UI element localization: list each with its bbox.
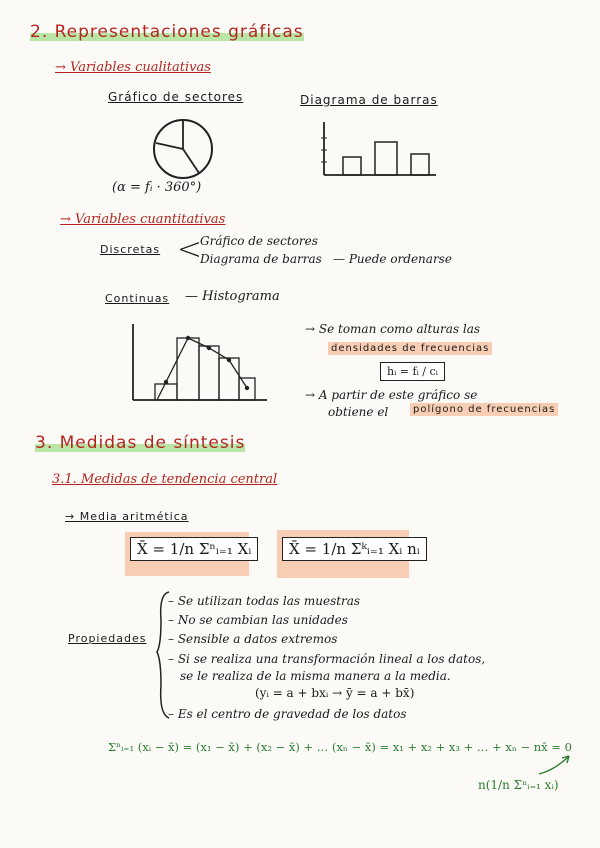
bar-chart-title: Diagrama de barras (300, 93, 438, 107)
property-4c: (yᵢ = a + bxᵢ → ȳ = a + bx̄) (255, 686, 415, 700)
polygon-highlight: polígono de frecuencias (410, 403, 558, 416)
discrete-label: Discretas (100, 243, 161, 256)
section-3-title: 3. Medidas de síntesis (35, 433, 246, 453)
property-2: – No se cambian las unidades (168, 613, 348, 627)
histogram-note-obtain: obtiene el (328, 405, 389, 419)
density-highlight (328, 342, 492, 355)
mean-formula-2-lhs: X̄ = (289, 540, 318, 558)
property-3: – Sensible a datos extremos (168, 632, 338, 646)
centroid-equation: Σⁿᵢ₌₁ (xᵢ − x̄) = (x₁ − x̄) + (x₂ − x̄) + … (xₙ − x̄) = x₁ + x₂ + x₃ + … + xₙ − nx̄ = 0 (108, 740, 572, 754)
quantitative-label: → Variables cuantitativas (60, 212, 226, 227)
equation-arrow (535, 752, 575, 777)
density-formula: hᵢ = fᵢ / cᵢ (380, 362, 445, 381)
section-2-title: 2. Representaciones gráficas (30, 22, 304, 42)
property-5: – Es el centro de gravedad de los datos (168, 707, 407, 721)
histogram-note-heights: → Se toman como alturas las (305, 322, 481, 336)
properties-label: Propiedades (68, 632, 147, 645)
discrete-item-bar: Diagrama de barras (200, 252, 322, 266)
continuous-item: — Histograma (185, 289, 280, 304)
mean-formula-1-rhs: 1/n Σⁿᵢ₌₁ Xᵢ (169, 540, 252, 558)
mean-formula-1-lhs: X̄ = (137, 540, 166, 558)
pie-chart-title: Gráfico de sectores (108, 90, 244, 104)
continuous-label: Continuas (105, 292, 170, 305)
property-4b: se le realiza de la misma manera a la media. (180, 669, 451, 683)
histogram-note-from: → A partir de este gráfico se (305, 388, 478, 402)
mean-formula-1 (130, 537, 258, 561)
discrete-item-pie: Gráfico de sectores (200, 234, 318, 248)
mean-formula-2-rhs: 1/n Σᵏᵢ₌₁ Xᵢ nᵢ (321, 540, 420, 558)
discrete-brace: < (177, 232, 203, 267)
mean-formula-2 (282, 537, 427, 561)
subsection-3-1-title: 3.1. Medidas de tendencia central (52, 472, 278, 487)
property-4a: – Si se realiza una transformación lineal a los datos, (168, 652, 486, 666)
property-1: – Se utilizan todas las muestras (168, 594, 361, 608)
density-text: densidades de frecuencias (331, 343, 490, 354)
equation-note: n(1/n Σⁿᵢ₌₁ xᵢ) (478, 778, 559, 792)
discrete-note: — Puede ordenarse (333, 252, 452, 266)
qualitative-label: → Variables cualitativas (55, 60, 211, 75)
bar-chart-sketch (318, 120, 438, 180)
pie-chart-sketch (145, 115, 225, 185)
pie-formula: (α = fᵢ · 360°) (112, 180, 202, 195)
mean-label: → Media aritmética (65, 510, 189, 523)
histogram-sketch (125, 322, 270, 404)
